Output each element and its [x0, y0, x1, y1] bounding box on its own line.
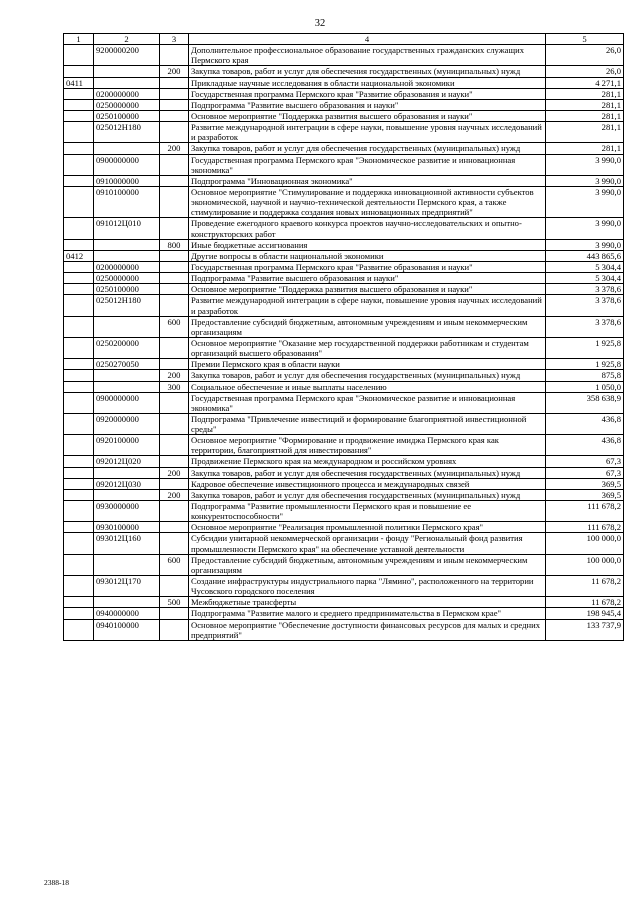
- item-name-cell: Создание инфраструктуры индустриального парка "Лямино", расположенного на территории Чусовского городского поселения: [189, 576, 546, 597]
- section-cell: [64, 435, 94, 456]
- item-name-cell: Подпрограмма "Инновационная экономика": [189, 175, 546, 186]
- expense-type-cell: [160, 501, 189, 522]
- table-row: [64, 619, 624, 640]
- expense-type-cell: [160, 295, 189, 316]
- table-row: [64, 45, 624, 66]
- item-name-cell: Подпрограмма "Развитие высшего образования и науки": [189, 99, 546, 110]
- item-name-cell: Дополнительное профессиональное образование государственных гражданских служащих Пермского края: [189, 45, 546, 66]
- section-cell: [64, 88, 94, 99]
- expense-type-cell: 300: [160, 381, 189, 392]
- target-code-cell: 0200000000: [94, 88, 160, 99]
- expense-type-cell: [160, 77, 189, 88]
- table-row: [64, 392, 624, 413]
- target-code-cell: 0250100000: [94, 284, 160, 295]
- amount-cell: 5 304,4: [546, 261, 624, 272]
- amount-cell: 5 304,4: [546, 273, 624, 284]
- amount-cell: 369,5: [546, 478, 624, 489]
- amount-cell: 3 378,6: [546, 284, 624, 295]
- target-code-cell: 0200000000: [94, 261, 160, 272]
- target-code-cell: 0250000000: [94, 273, 160, 284]
- amount-cell: 26,0: [546, 66, 624, 77]
- item-name-cell: Проведение ежегодного краевого конкурса проектов научно-исследовательских и опытно-конструкторских работ: [189, 218, 546, 239]
- target-code-cell: 0910000000: [94, 175, 160, 186]
- page-number: 32: [314, 18, 326, 29]
- table-row: [64, 435, 624, 456]
- amount-cell: 3 990,0: [546, 239, 624, 250]
- item-name-cell: Предоставление субсидий бюджетным, автономным учреждениям и иным некоммерческим организациям: [189, 316, 546, 337]
- amount-cell: 369,5: [546, 489, 624, 500]
- amount-cell: 1 050,0: [546, 381, 624, 392]
- amount-cell: 3 990,0: [546, 175, 624, 186]
- item-name-cell: Предоставление субсидий бюджетным, автономным учреждениям и иным некоммерческим организациям: [189, 554, 546, 575]
- section-cell: [64, 522, 94, 533]
- amount-cell: 281,1: [546, 88, 624, 99]
- table-row: [64, 608, 624, 619]
- table-row: [64, 250, 624, 261]
- amount-cell: 133 737,9: [546, 619, 624, 640]
- section-cell: [64, 619, 94, 640]
- section-cell: [64, 316, 94, 337]
- table-row: [64, 413, 624, 434]
- amount-cell: 281,1: [546, 99, 624, 110]
- expense-type-cell: 200: [160, 66, 189, 77]
- item-name-cell: Межбюджетные трансферты: [189, 597, 546, 608]
- target-code-cell: [94, 66, 160, 77]
- item-name-cell: Другие вопросы в области национальной экономики: [189, 250, 546, 261]
- amount-cell: 111 678,2: [546, 522, 624, 533]
- target-code-cell: 9200000200: [94, 45, 160, 66]
- table-row: [64, 359, 624, 370]
- expense-type-cell: [160, 154, 189, 175]
- expense-type-cell: [160, 456, 189, 467]
- table-body: [64, 45, 624, 641]
- amount-cell: 11 678,2: [546, 597, 624, 608]
- target-code-cell: 0250100000: [94, 110, 160, 121]
- section-cell: [64, 597, 94, 608]
- item-name-cell: Закупка товаров, работ и услуг для обеспечения государственных (муниципальных) нужд: [189, 370, 546, 381]
- section-cell: [64, 66, 94, 77]
- expense-type-cell: [160, 186, 189, 217]
- target-code-cell: [94, 597, 160, 608]
- expense-type-cell: [160, 435, 189, 456]
- expense-type-cell: [160, 218, 189, 239]
- expense-type-cell: [160, 122, 189, 143]
- expense-type-cell: [160, 359, 189, 370]
- budget-table: [63, 33, 624, 641]
- target-code-cell: 093012Ц160: [94, 533, 160, 554]
- expense-type-cell: [160, 533, 189, 554]
- table-row: [64, 501, 624, 522]
- expense-type-cell: [160, 175, 189, 186]
- target-code-cell: 0900000000: [94, 154, 160, 175]
- table-row: [64, 370, 624, 381]
- section-cell: [64, 295, 94, 316]
- item-name-cell: Кадровое обеспечение инвестиционного процесса и международных связей: [189, 478, 546, 489]
- expense-type-cell: 200: [160, 143, 189, 154]
- target-code-cell: 0930000000: [94, 501, 160, 522]
- target-code-cell: 025012Н180: [94, 295, 160, 316]
- section-cell: [64, 370, 94, 381]
- item-name-cell: Основное мероприятие "Оказание мер государственной поддержки работникам и студентам организаций высшего образования": [189, 337, 546, 358]
- table-row: [64, 122, 624, 143]
- target-code-cell: 091012Ц010: [94, 218, 160, 239]
- table-row: [64, 381, 624, 392]
- target-code-cell: 092012Ц020: [94, 456, 160, 467]
- table-row: [64, 175, 624, 186]
- table-row: [64, 99, 624, 110]
- section-cell: [64, 175, 94, 186]
- amount-cell: 111 678,2: [546, 501, 624, 522]
- expense-type-cell: [160, 337, 189, 358]
- amount-cell: 11 678,2: [546, 576, 624, 597]
- amount-cell: 3 990,0: [546, 154, 624, 175]
- section-cell: 0412: [64, 250, 94, 261]
- amount-cell: 198 945,4: [546, 608, 624, 619]
- expense-type-cell: 200: [160, 467, 189, 478]
- table-row: [64, 110, 624, 121]
- amount-cell: 100 000,0: [546, 533, 624, 554]
- expense-type-cell: [160, 392, 189, 413]
- amount-cell: 281,1: [546, 122, 624, 143]
- table-row: [64, 66, 624, 77]
- column-header: 1: [64, 34, 94, 45]
- amount-cell: 67,3: [546, 467, 624, 478]
- table-row: [64, 186, 624, 217]
- table-row: [64, 467, 624, 478]
- section-cell: [64, 261, 94, 272]
- item-name-cell: Закупка товаров, работ и услуг для обеспечения государственных (муниципальных) нужд: [189, 143, 546, 154]
- section-cell: [64, 489, 94, 500]
- amount-cell: 26,0: [546, 45, 624, 66]
- item-name-cell: Социальное обеспечение и иные выплаты населению: [189, 381, 546, 392]
- table-row: [64, 239, 624, 250]
- item-name-cell: Закупка товаров, работ и услуг для обеспечения государственных (муниципальных) нужд: [189, 489, 546, 500]
- table-row: [64, 597, 624, 608]
- section-cell: [64, 337, 94, 358]
- item-name-cell: Закупка товаров, работ и услуг для обеспечения государственных (муниципальных) нужд: [189, 467, 546, 478]
- section-cell: [64, 413, 94, 434]
- section-cell: [64, 186, 94, 217]
- item-name-cell: Прикладные научные исследования в области национальной экономики: [189, 77, 546, 88]
- item-name-cell: Субсидии унитарной некоммерческой организации - фонду "Региональный фонд развития промышленности Пермского края" на обеспечение уставной деятельности: [189, 533, 546, 554]
- target-code-cell: 0920000000: [94, 413, 160, 434]
- section-cell: [64, 110, 94, 121]
- section-cell: [64, 122, 94, 143]
- table-row: [64, 273, 624, 284]
- amount-cell: 1 925,8: [546, 337, 624, 358]
- item-name-cell: Основное мероприятие "Поддержка развития высшего образования и науки": [189, 110, 546, 121]
- item-name-cell: Иные бюджетные ассигнования: [189, 239, 546, 250]
- item-name-cell: Основное мероприятие "Стимулирование и поддержка инновационной активности субъектов экономической, научной и научно-технической деятельности Пермского края, а также стимулирование и поддержка создания новых инновационных предприятий": [189, 186, 546, 217]
- item-name-cell: Подпрограмма "Привлечение инвестиций и формирование благоприятной инвестиционной среды": [189, 413, 546, 434]
- table-row: [64, 554, 624, 575]
- expense-type-cell: [160, 250, 189, 261]
- amount-cell: 281,1: [546, 110, 624, 121]
- column-header: 4: [189, 34, 546, 45]
- table-row: [64, 489, 624, 500]
- target-code-cell: 0900000000: [94, 392, 160, 413]
- item-name-cell: Основное мероприятие "Реализация промышленной политики Пермского края": [189, 522, 546, 533]
- table-row: [64, 154, 624, 175]
- expense-type-cell: [160, 45, 189, 66]
- expense-type-cell: 800: [160, 239, 189, 250]
- table-row: [64, 456, 624, 467]
- target-code-cell: [94, 77, 160, 88]
- target-code-cell: [94, 316, 160, 337]
- section-cell: [64, 273, 94, 284]
- item-name-cell: Государственная программа Пермского края "Экономическое развитие и инновационная экономика": [189, 154, 546, 175]
- section-cell: [64, 608, 94, 619]
- section-cell: [64, 478, 94, 489]
- section-cell: [64, 467, 94, 478]
- table-row: [64, 88, 624, 99]
- expense-type-cell: [160, 99, 189, 110]
- expense-type-cell: [160, 284, 189, 295]
- item-name-cell: Подпрограмма "Развитие промышленности Пермского края и повышение ее конкурентоспособности": [189, 501, 546, 522]
- item-name-cell: Премии Пермского края в области науки: [189, 359, 546, 370]
- amount-cell: 436,8: [546, 413, 624, 434]
- section-cell: [64, 284, 94, 295]
- item-name-cell: Основное мероприятие "Формирование и продвижение имиджа Пермского края как территории, благоприятной для инвестирования": [189, 435, 546, 456]
- table-row: [64, 284, 624, 295]
- section-cell: [64, 239, 94, 250]
- item-name-cell: Развитие международной интеграции в сфере науки, повышение уровня научных исследований и разработок: [189, 295, 546, 316]
- section-cell: [64, 501, 94, 522]
- expense-type-cell: 200: [160, 489, 189, 500]
- target-code-cell: 0250000000: [94, 99, 160, 110]
- expense-type-cell: [160, 88, 189, 99]
- target-code-cell: [94, 143, 160, 154]
- table-row: [64, 77, 624, 88]
- table-row: [64, 143, 624, 154]
- item-name-cell: Подпрограмма "Развитие высшего образования и науки": [189, 273, 546, 284]
- table-row: [64, 478, 624, 489]
- document-id: 2388-18: [44, 878, 69, 887]
- target-code-cell: [94, 250, 160, 261]
- amount-cell: 100 000,0: [546, 554, 624, 575]
- expense-type-cell: [160, 576, 189, 597]
- column-header: 5: [546, 34, 624, 45]
- target-code-cell: 0910100000: [94, 186, 160, 217]
- target-code-cell: [94, 381, 160, 392]
- table-row: [64, 337, 624, 358]
- target-code-cell: 0930100000: [94, 522, 160, 533]
- table-header-row: [64, 34, 624, 45]
- amount-cell: 875,8: [546, 370, 624, 381]
- target-code-cell: 0940100000: [94, 619, 160, 640]
- amount-cell: 3 990,0: [546, 186, 624, 217]
- amount-cell: 4 271,1: [546, 77, 624, 88]
- item-name-cell: Развитие международной интеграции в сфере науки, повышение уровня научных исследований и разработок: [189, 122, 546, 143]
- table-row: [64, 576, 624, 597]
- target-code-cell: [94, 370, 160, 381]
- target-code-cell: [94, 489, 160, 500]
- target-code-cell: [94, 554, 160, 575]
- expense-type-cell: [160, 608, 189, 619]
- item-name-cell: Государственная программа Пермского края "Развитие образования и науки": [189, 261, 546, 272]
- item-name-cell: Государственная программа Пермского края "Развитие образования и науки": [189, 88, 546, 99]
- amount-cell: 3 378,6: [546, 316, 624, 337]
- expense-type-cell: [160, 273, 189, 284]
- column-header: 3: [160, 34, 189, 45]
- section-cell: [64, 99, 94, 110]
- expense-type-cell: 600: [160, 316, 189, 337]
- item-name-cell: Основное мероприятие "Обеспечение доступности финансовых ресурсов для малых и средних предприятий": [189, 619, 546, 640]
- table-row: [64, 295, 624, 316]
- target-code-cell: 025012Н180: [94, 122, 160, 143]
- expense-type-cell: [160, 110, 189, 121]
- target-code-cell: 0940000000: [94, 608, 160, 619]
- expense-type-cell: [160, 619, 189, 640]
- section-cell: [64, 576, 94, 597]
- amount-cell: 67,3: [546, 456, 624, 467]
- expense-type-cell: 200: [160, 370, 189, 381]
- table-row: [64, 261, 624, 272]
- column-header: 2: [94, 34, 160, 45]
- table-row: [64, 316, 624, 337]
- target-code-cell: 093012Ц170: [94, 576, 160, 597]
- amount-cell: 358 638,9: [546, 392, 624, 413]
- item-name-cell: Основное мероприятие "Поддержка развития высшего образования и науки": [189, 284, 546, 295]
- item-name-cell: Государственная программа Пермского края "Экономическое развитие и инновационная экономика": [189, 392, 546, 413]
- table-row: [64, 533, 624, 554]
- expense-type-cell: [160, 478, 189, 489]
- item-name-cell: Продвижение Пермского края на международном и российском уровнях: [189, 456, 546, 467]
- expense-type-cell: 600: [160, 554, 189, 575]
- amount-cell: 436,8: [546, 435, 624, 456]
- amount-cell: 3 378,6: [546, 295, 624, 316]
- table-row: [64, 522, 624, 533]
- section-cell: [64, 359, 94, 370]
- section-cell: [64, 218, 94, 239]
- target-code-cell: 0250270050: [94, 359, 160, 370]
- amount-cell: 281,1: [546, 143, 624, 154]
- section-cell: [64, 45, 94, 66]
- expense-type-cell: [160, 413, 189, 434]
- section-cell: [64, 554, 94, 575]
- expense-type-cell: [160, 261, 189, 272]
- section-cell: [64, 533, 94, 554]
- item-name-cell: Подпрограмма "Развитие малого и среднего предпринимательства в Пермском крае": [189, 608, 546, 619]
- expense-type-cell: [160, 522, 189, 533]
- section-cell: [64, 381, 94, 392]
- target-code-cell: [94, 239, 160, 250]
- table-row: [64, 218, 624, 239]
- section-cell: [64, 143, 94, 154]
- section-cell: 0411: [64, 77, 94, 88]
- target-code-cell: 0250200000: [94, 337, 160, 358]
- amount-cell: 3 990,0: [546, 218, 624, 239]
- amount-cell: 443 865,6: [546, 250, 624, 261]
- section-cell: [64, 392, 94, 413]
- target-code-cell: 092012Ц030: [94, 478, 160, 489]
- target-code-cell: [94, 467, 160, 478]
- expense-type-cell: 500: [160, 597, 189, 608]
- item-name-cell: Закупка товаров, работ и услуг для обеспечения государственных (муниципальных) нужд: [189, 66, 546, 77]
- target-code-cell: 0920100000: [94, 435, 160, 456]
- amount-cell: 1 925,8: [546, 359, 624, 370]
- section-cell: [64, 154, 94, 175]
- section-cell: [64, 456, 94, 467]
